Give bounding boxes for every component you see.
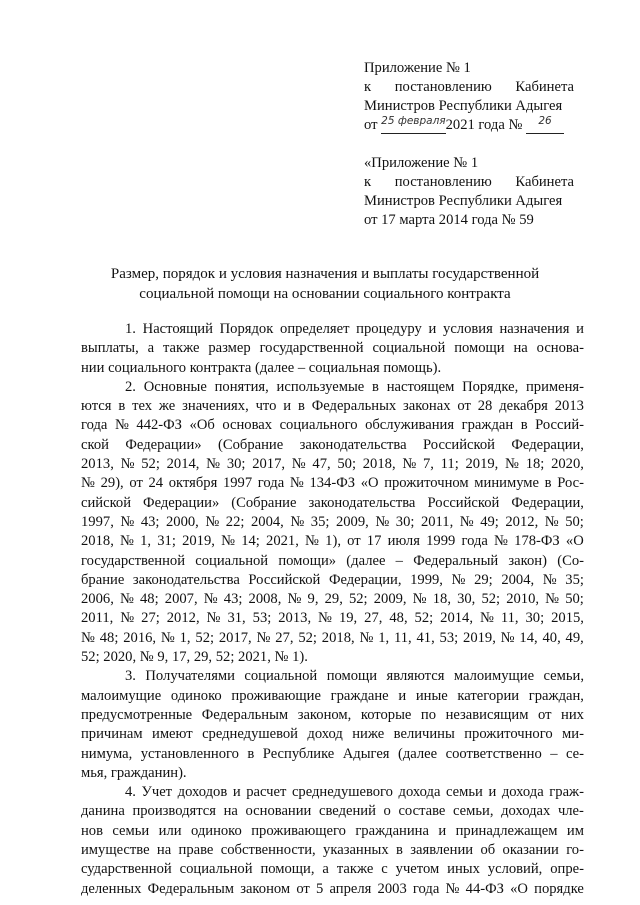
appendix-heading: «Приложение № 1 [364, 155, 479, 171]
appendix-new-header [364, 59, 574, 135]
text-line: деленных Федеральным законом от 5 апреля 2003 года № 44-ФЗ «О порядке [81, 880, 584, 897]
appendix-date-line: от $^{25 февраля}$2021 года № $^{26}$ [364, 116, 574, 135]
text-line: № 29), от 24 октября 1997 года № 134-ФЗ «О прожиточном минимуме в Рос- [81, 475, 584, 492]
text-line: данина производятся на основании сведений о составе семьи, доходах чле- [81, 803, 584, 820]
text-line: 2011, № 27; 2012, № 31, 53; 2013, № 19, 27, 48, 52; 2014, № 11, 30; 2015, [81, 610, 584, 627]
text-line: 3. Получателями социальной помощи являются малоимущие семьи, [125, 668, 584, 685]
text-line: предусмотренные Федеральным законом, которые по независящим от них [81, 706, 584, 723]
paragraph-2 [81, 378, 584, 667]
text-line: № 48; 2016, № 1, 52; 2017, № 27, 52; 2018, № 1, 11, 41, 53; 2019, № 14, 40, 49, [81, 629, 584, 646]
appendix-heading: Приложение № 1 [364, 60, 471, 76]
text-line: мья, гражданин). [81, 764, 187, 781]
text-line: 1. Настоящий Порядок определяет процедуру и условия назначения и [125, 321, 584, 337]
text-line: 2. Основные понятия, используемые в настоящем Порядке, применя- [125, 378, 584, 395]
text-line: брание законодательства Российской Федерации, 1999, № 29; 2004, № 35; [81, 571, 584, 588]
text-line: 4. Учет доходов и расчет среднедушевого дохода семьи и дохода граж- [125, 784, 584, 801]
text-line: причинам имеют среднедушевой доход ниже величины прожиточного ми- [81, 726, 584, 743]
text-line: нии социального контракта (далее – социальная помощь). [81, 359, 442, 376]
text-line: ются в тех же значениях, что и в Федеральных законах от 28 декабря 2013 [81, 398, 584, 415]
text-line: нимума, установленного в Республике Адыгея (далее соответственно – се- [81, 745, 584, 762]
paragraph-4 [81, 783, 584, 899]
text-line: 2006, № 48; 2007, № 43; 2008, № 9, 29, 52; 2009, № 18, 30, 52; 2010, № 50; [81, 591, 584, 608]
text-line: сударственной социальной помощи, а также с учетом иных условий, опре- [81, 861, 584, 878]
text-line: года № 442-ФЗ «Об основах социального обслуживания граждан в Россий- [81, 417, 584, 434]
appendix-line-4: от 17 марта 2014 года № 59 [364, 212, 534, 228]
text-line: государственной социальной помощи» (далее – Федеральный закон) (Со- [81, 552, 584, 569]
appendix-line-2: к постановлению Кабинета [364, 79, 574, 95]
text-line: нов семьи или одиноко проживающего гражданина и принадлежащем им [81, 822, 584, 839]
text-line: сийской Федерации» (Собрание законодательства Российской Федерации, [81, 494, 584, 511]
document-title: Размер, порядок и условия назначения и выплаты государственной социальной помощи на основании социального контракта [110, 266, 540, 302]
text-line: выплаты, а также размер государственной социальной помощи на основа- [81, 340, 584, 357]
appendix-line-3: Министров Республики Адыгея [364, 193, 563, 209]
appendix-line-2: к постановлению Кабинета [364, 174, 574, 190]
text-line: 1997, № 43; 2000, № 22; 2004, № 35; 2009, № 30; 2011, № 49; 2012, № 50; [81, 513, 584, 530]
appendix-old-header [364, 154, 574, 230]
text-line: ской Федерации» (Собрание законодательства Российской Федерации, [81, 436, 584, 453]
appendix-line-3: Министров Республики Адыгея [364, 98, 563, 114]
handwritten-number: 26 [538, 115, 552, 127]
paragraph-3 [81, 667, 584, 783]
text-line: малоимущие одиноко проживающие граждане и иные категории граждан, [81, 687, 584, 704]
text-line: 52; 2020, № 9, 17, 29, 52; 2021, № 1). [81, 649, 308, 666]
text-line: имуществе на праве собственности, указанных в заявлении об оказании го- [81, 842, 584, 859]
document-body [81, 320, 584, 899]
text-line: 2013, № 52; 2014, № 30; 2017, № 47, 50; 2018, № 7, 11; 2019, № 18; 2020, [81, 456, 584, 473]
paragraph-1 [81, 320, 584, 378]
handwritten-date: 25 февраля [381, 115, 446, 127]
text-line: 2018, № 1, 31; 2019, № 14; 2021, № 1), от 17 июля 1999 года № 178-ФЗ «О [81, 533, 584, 550]
